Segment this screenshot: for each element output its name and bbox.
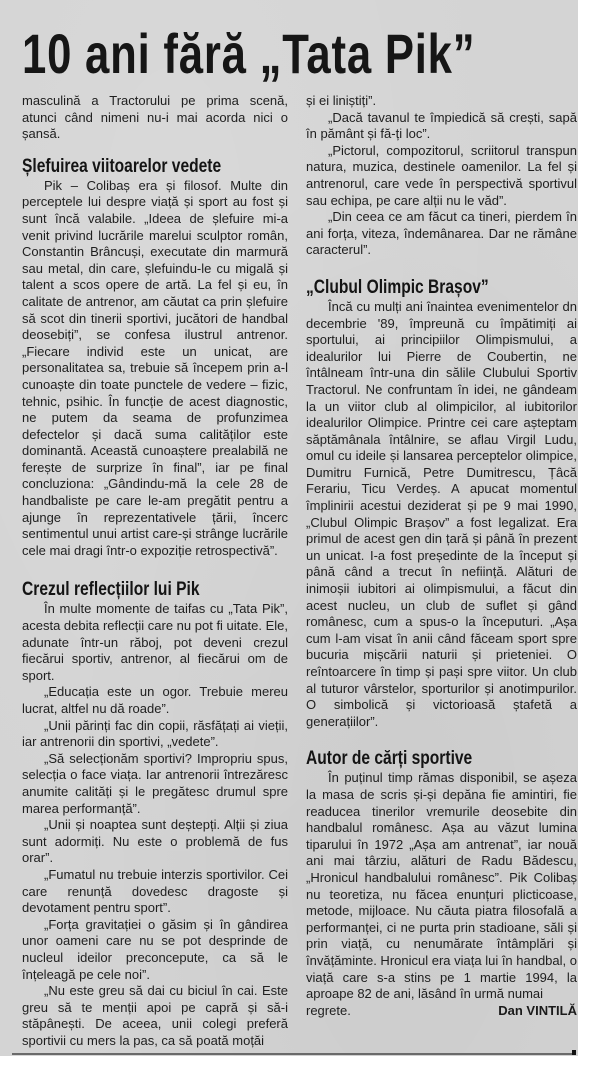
paragraph: Pik – Colibaș era și filosof. Multe din perceptele lui despre viață și sport au fost și sunt încă valabile. „Ideea de șlefuire mi-a venit privind lucrările marelui sculptor român, Constantin Brâncuși, executate din marmură sau metal, din care, șlefuindu-le cu migală și talent a scos opere de artă. La fel și eu, în calitate de antrenor, am căutat ca prin șlefuire să scot din tinerii sportivi, jucători de handbal deosebiți”, se confesa ilustrul antrenor. „Fiecare individ este un unicat, are personalitatea sa, trebuie să începem prin a-l cunoaște din toate punctele de vedere – fizic, tehnic, psihic. În funcție de acest diagnostic, ne putem da seama de profunzimea defectelor și dacă suma calităților este dominantă. Această cunoaștere prealabilă ne ferește de surprize în final”, iar pe final concluziona: „Gândindu-mă la cele 28 de handbaliste pe care le-am pregătit pentru a ajunge în reprezentativele țării, încerc sentimentul unui artist care-și strânge lucrările cele mai dragi într-o expoziție retrospectivă”. bbox=[22, 177, 288, 558]
section-heading-slefuirea: Șlefuirea viitoarelor vedete bbox=[22, 155, 222, 177]
quote-paragraph: „Unii și noaptea sunt deștepți. Alții și ziua sunt adormiți. Nu este o problemă de fus orar”. bbox=[22, 817, 288, 866]
quote-paragraph: „Educația este un ogor. Trebuie mereu lucrat, altfel nu dă roade”. bbox=[22, 684, 288, 716]
paragraph: În puținul timp rămas disponibil, se așeza la masa de scris și-și depăna fie amintiri, fie readucea tinerilor vremurile deosebite din handbalul românesc. Așa au văzut lumina tiparului în 1972 „Așa am antrenat”, iar nouă ani mai târziu, alături de Radu Bădescu, „Hronicul handbalului românesc”. Pik Colibaș nu teoretiza, nu făcea enunțuri plicticoase, metode, mijloace. Nu căuta piatra filosofală a performanței, ci ne purta prin stadioane, săli și prin viață, cu nenumărate întâmplări și învățăminte. Hronicul era viața lui în handbal, o viață care s-a stins pe 1 martie 1994, la aproape 82 de ani, lăsând în urmă numai bbox=[306, 770, 577, 1002]
quote-paragraph: „Fumatul nu trebuie interzis sportivilor. Cei care renunță dovedesc dragoste și devotament pentru sport”. bbox=[22, 866, 288, 916]
bottom-rule bbox=[12, 1053, 574, 1055]
quote-paragraph: și ei liniștiți”. bbox=[306, 93, 377, 108]
quote-paragraph: „Unii părinți fac din copii, răsfățați ai vieții, iar antrenorii din sportivi, „vedete”. bbox=[22, 717, 288, 750]
corner-mark bbox=[572, 1050, 576, 1055]
quote-paragraph: „Pictorul, compozitorul, scriitorul transpun natura, muzica, destinele oamenilor. La fel și antrenorul, care vede în perspectivă sportivul sau echipa, pe care alții nu le văd”. bbox=[306, 142, 577, 208]
paragraph: Încă cu mulți ani înaintea evenimentelor dn decembrie '89, împreună cu împătimiți ai sportului, ai principiilor Olimpismului, a idealurilor lui Pierre de Coubertin, ne întâlneam într-una din sălile Clubului Sportiv Tractorul. Ne confruntam în idei, ne gândeam la un viitor club al olimpicilor, al iubitorilor idealurilor Olimpice. Printre cei care așteptam săptămânala întâlnire, se aflau Virgil Ludu, omul cu ideile și lansarea perceptelor olimpice, Dumitru Furnică, Petre Dumitrescu, Țâcă Ferariu, Ticu Verdeș. A apucat momentul împlinirii acestui deziderat și pe 9 mai 1990, „Clubul Olimpic Brașov” a fost legalizat. Era primul de acest gen din țară și până în prezent un unicat. I-a fost președinte de la început și până când a trecut în neființă. Alături de inimoșii iubitori ai olimpismului, a făcut din acest nucleu, un club de suflet și gând românesc, cum a spus-o la începuturi. „Așa cum l-am visat în anii când făceam sport spre bucuria mișcării naturii și prieteniei. O reîntoarcere în timp și pași spre viitor. Un club al tuturor vârstelor, sporturilor și anotimpurilor. O simbolică și victorioasă ștafetă a generațiilor”. bbox=[306, 298, 577, 729]
quote-paragraph: „Să selecționăm sportivi? Impropriu spus, selecția o face viața. Iar antrenorii întrezăresc anumite calități și le pregătesc drumul spre marea performanță”. bbox=[22, 750, 288, 816]
section-heading-autor: Autor de cărți sportive bbox=[306, 748, 473, 770]
quote-paragraph: „Nu este greu să dai cu biciul în cai. Este greu să te menții apoi pe capră și să-i stăpânești. De aceea, unii colegi preferă sportivii cu mers la pas, ca să poată moțăi bbox=[22, 983, 288, 1048]
left-column bbox=[22, 93, 288, 1049]
quote-paragraph: „Forța gravitației o găsim și în gândirea unor oameni care nu se pot desprinde de nucleul ideilor preconcepute, ca să le înțeleagă pe cele noi”. bbox=[22, 916, 288, 982]
quote-paragraph: „Dacă tavanul te împiedică să crești, sapă în pământ și fă-ți loc”. bbox=[306, 109, 577, 142]
author-signature: Dan VINTILĂ bbox=[498, 1002, 577, 1018]
last-word: regrete. bbox=[306, 1002, 351, 1018]
closing-line bbox=[306, 1003, 577, 1020]
quote-paragraph: „Din ceea ce am făcut ca tineri, pierdem în ani forța, viteza, îndemânarea. Dar ne rămâne caracterul”. bbox=[306, 209, 577, 258]
section-heading-clubul-olimpic: „Clubul Olimpic Brașov” bbox=[306, 276, 489, 298]
right-column bbox=[306, 93, 577, 1019]
paragraph: În multe momente de taifas cu „Tata Pik”, acesta debita reflecții care nu pot fi uitate. Ele, adunate într-un răboj, pot deveni crezul fiecărui sportiv, antrenor, al fiecărui om de sport. bbox=[22, 601, 288, 683]
section-heading-crezul: Crezul reflecțiilor lui Pik bbox=[22, 579, 200, 601]
paragraph: masculină a Tractorului pe prima scenă, atunci când nimeni nu-i mai acorda nici o șansă. bbox=[22, 93, 288, 142]
article-title: 10 ani fără „Tata Pik” bbox=[22, 22, 476, 85]
